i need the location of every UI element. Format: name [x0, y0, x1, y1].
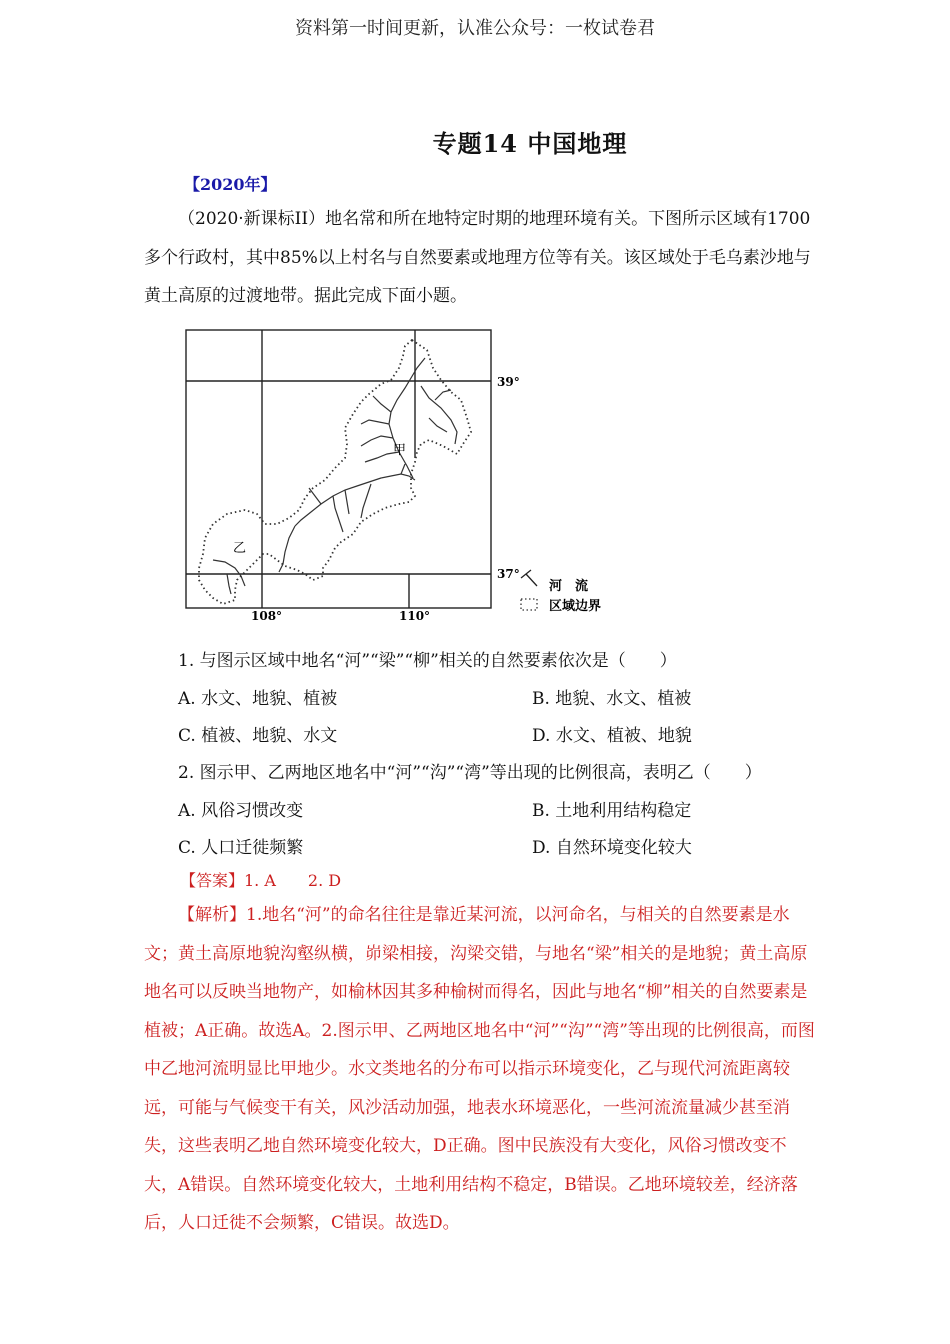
q1-option-d: D. 水文、植被、地貌	[532, 726, 692, 746]
legend-boundary-icon	[521, 599, 537, 610]
answer-line: 【答案】1. A 2. D	[180, 871, 342, 890]
q2-option-a: A. 风俗习惯改变	[178, 801, 304, 821]
question-2-stem: 2. 图示甲、乙两地区地名中“河”“沟”“湾”等出现的比例很高，表明乙（ ）	[178, 763, 762, 783]
page-title: 专题14 中国地理	[432, 129, 628, 158]
q2-option-b: B. 土地利用结构稳定	[532, 801, 692, 821]
region-boundary	[199, 340, 471, 604]
q1-option-c: C. 植被、地貌、水文	[178, 726, 338, 746]
q1-option-a: A. 水文、地貌、植被	[178, 689, 338, 709]
label-jia: 甲	[393, 443, 407, 458]
q1-option-b: B. 地貌、水文、植被	[532, 689, 692, 709]
lat-39-label: 39°	[497, 375, 520, 389]
lat-37-label: 37°	[497, 567, 520, 581]
q2-option-c: C. 人口迁徙频繁	[178, 838, 304, 858]
lon-110-label: 110°	[399, 609, 431, 623]
q2-option-d: D. 自然环境变化较大	[532, 838, 692, 858]
region-map	[185, 328, 625, 628]
legend-river-icon	[521, 570, 537, 586]
question-1-stem: 1. 与图示区域中地名“河”“梁”“柳”相关的自然要素依次是（ ）	[178, 651, 677, 671]
rivers	[213, 358, 457, 594]
legend-river-label: 河 流	[549, 579, 589, 594]
legend-boundary-label: 区域边界	[549, 599, 602, 614]
question-intro: （2020·新课标II）地名常和所在地特定时期的地理环境有关。下图所示区域有1700多个行政村，其中85%以上村名与自然要素或地理方位等有关。该区域处于毛乌素沙地与黄土高原的过渡地带。据此完成下面小题。	[144, 209, 811, 306]
analysis-text: 【解析】1.地名“河”的命名往往是靠近某河流，以河命名，与相关的自然要素是水文；黄土高原地貌沟壑纵横，峁梁相接，沟梁交错，与地名“梁”相关的是地貌；黄土高原地名可以反映当地物产，如榆林因其多种榆树而得名，因此与地名“柳”相关的自然要素是植被；A正确。故选A。2.图示甲、乙两地区地名中“河”“沟”“湾”等出现的比例很高，而图中乙地河流明显比甲地少。水文类地名的分布可以指示环境变化，乙与现代河流距离较远，可能与气候变干有关，风沙活动加强，地表水环境恶化，一些河流流量减少甚至消失，这些表明乙地自然环境变化较大，D正确。图中民族没有大变化，风俗习惯改变不大，A错误。自然环境变化较大，土地利用结构不稳定，B错误。乙地环境较差，经济落后，人口迁徙不会频繁，C错误。故选D。	[144, 905, 815, 1233]
page-header: 资料第一时间更新，认准公众号：一枚试卷君	[295, 18, 655, 39]
label-yi: 乙	[233, 541, 247, 556]
lon-108-label: 108°	[251, 609, 283, 623]
year-tag: 【2020年】	[184, 175, 277, 194]
